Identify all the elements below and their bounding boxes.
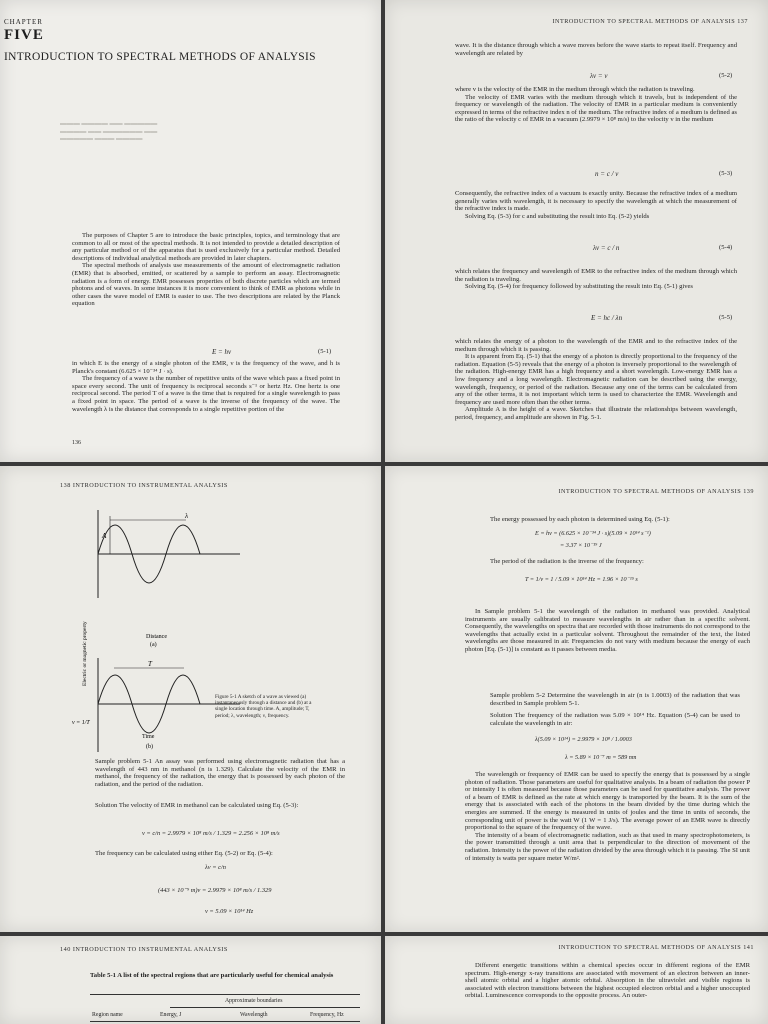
page-136: [0, 0, 381, 462]
solution-1: Solution The velocity of EMR in methanol can be calculated using Eq. (5-3):: [95, 802, 299, 809]
running-header: INTRODUCTION TO SPECTRAL METHODS OF ANALYSIS 137: [552, 18, 748, 25]
equation-number: (5-4): [719, 244, 733, 251]
body-text: [455, 338, 737, 422]
paragraph: Different energetic transitions within a chemical species occur in different regions of the EMR spectrum. High-energy x-ray transitions are associated with movement of an electron between an inner-shell atomic orbital and a higher atomic orbital. Absorption in the ultraviolet and visible regions is associated with electron transitions between the highest occupied electron orbital and a higher unoccupied orbital. Luminescence corresponds to the opposite process. An outer-: [465, 962, 750, 1000]
paragraph: The frequency can be calculated using either Eq. (5-2) or Eq. (5-4):: [95, 850, 273, 857]
body-text: [490, 712, 740, 727]
body-text: [490, 558, 740, 566]
table-header-wavelength: Wavelength: [240, 1012, 268, 1018]
sample-problem-2: Sample problem 5-2 Determine the wavelength in air (n is 1.0003) of the radiation that was described in Sample problem 5-1.: [490, 692, 740, 707]
equation-velocity: v = c/n = 2.9979 × 10⁸ m/s / 1.329 = 2.256 × 10⁸ m/s: [142, 830, 280, 837]
equation-nu: ν = 5.09 × 10¹⁴ Hz: [205, 908, 254, 915]
table-rule: [90, 994, 360, 995]
body-text: [72, 232, 340, 308]
fig-period-label: T: [148, 660, 152, 668]
running-header: 140 INTRODUCTION TO INSTRUMENTAL ANALYSIS: [60, 946, 228, 953]
fig-b-xlabel: Time: [142, 734, 155, 740]
chapter-number: FIVE: [4, 27, 44, 43]
fig-a-tag: (a): [150, 642, 157, 648]
paragraph: The velocity of EMR varies with the medium through which it travels, but is independent of the frequency or wavelength of the radiation. The velocity of EMR in a particular medium is conveniently expressed in terms of the refractive index n of the medium. The refractive index of a medium is defined as the ratio of the velocity c of EMR in a vacuum (2.9979 × 10⁸ m/s) to the velocity v in the medium: [455, 93, 737, 124]
body-text: [465, 608, 750, 654]
page-140: [0, 936, 381, 1024]
body-text: [490, 692, 740, 707]
equation-energy: E = hν = (6.625 × 10⁻³⁴ J · s)(5.09 × 10¹⁴ s⁻¹): [535, 530, 651, 537]
page-137: [385, 0, 768, 462]
equation-energy-result: = 3.37 × 10⁻¹⁹ J: [560, 542, 602, 549]
paragraph: wave. It is the distance through which a wave moves before the wave starts to repeat itself. Frequency and wavelength are related by: [455, 42, 737, 57]
page-number: 136: [72, 440, 81, 446]
equation-5-3: n = c / v: [595, 170, 619, 178]
paragraph: It is apparent from Eq. (5-1) that the energy of a photon is directly proportional to the frequency of the radiation. Equation (5-5) reveals that the energy of a photon is inversely proportional to the wavelength of the radiation. High-energy EMR has a high frequency and a short wavelength. Low-energy EMR has a low frequency and a long wavelength. Electromagnetic radiation can be described using the energy, wavelength, frequency, or period of the radiation. Because any one of the terms can be calculated from any of the other terms, it is not important which term is used to characterize the EMR. Wavelength and frequency are used more often than the other terms.: [455, 353, 737, 406]
paragraph: in which E is the energy of a single photon of the EMR, ν is the frequency of the wave, and h is Planck's constant (6.625 × 10⁻³⁴ J · s).: [72, 360, 340, 375]
body-text: [455, 190, 737, 220]
paragraph: The intensity of a beam of electromagnetic radiation, such as that used in many spectrophotometers, is the power transmitted through a unit area that is perpendicular to the direction of movement of the radiation. Intensity is the power of the radiation divided by the area through which it is passing. The SI unit of intensity is watts per square meter W/m².: [465, 831, 750, 862]
sample-problem-1: Sample problem 5-1 An assay was performed using electromagnetic radiation that has a wavelength of 443 nm in methanol (n is 1.329). Calculate the velocity of the EMR in methanol, the frequency of the radiation, the energy that is possessed by each photon of the radiation, and the period of the radiation.: [95, 758, 345, 788]
paragraph: Solving Eq. (5-4) for frequency followed by substituting the result into Eq. (5-1) gives: [465, 283, 693, 291]
equation-lambda-nu: λν = c/n: [205, 864, 226, 871]
equation-period: T = 1/ν = 1 / 5.09 × 10¹⁴ Hz = 1.96 × 10⁻¹⁵ s: [525, 576, 638, 583]
paragraph: Amplitude A is the height of a wave. Sketches that illustrate the relationships between wavelength, period, frequency, and amplitude are shown in Fig. 5-1.: [455, 406, 737, 421]
table-header-region: Region name: [92, 1012, 123, 1018]
paragraph: which relates the energy of a photon to the wavelength of the EMR and to the refractive index of the medium through which it is passing.: [455, 338, 737, 353]
bleed-through-text: ▬▬▬ ▬▬▬▬ ▬▬ ▬▬▬▬▬ ▬▬▬▬ ▬▬ ▬▬▬▬▬▬ ▬▬ ▬▬▬▬▬ ▬▬▬ ▬▬▬▬: [60, 120, 158, 143]
equation-number: (5-2): [719, 72, 733, 79]
table-rule: [90, 1021, 360, 1022]
fig-amplitude-label: A: [102, 532, 107, 540]
body-text: [490, 516, 740, 524]
table-header-energy: Energy, J: [160, 1012, 182, 1018]
equation-number: (5-1): [318, 348, 332, 355]
fig-lambda-label: λ: [185, 512, 189, 520]
page-141: [385, 936, 768, 1024]
solution-2: Solution The frequency of the radiation was 5.09 × 10¹⁴ Hz. Equation (5-4) can be used to calculate the wavelength in air:: [490, 712, 740, 727]
body-text: [455, 42, 737, 57]
fig-nu-label: ν = 1/T: [72, 720, 90, 726]
running-header: 138 INTRODUCTION TO INSTRUMENTAL ANALYSIS: [60, 482, 228, 489]
paragraph: where v is the velocity of the EMR in the medium through which the radiation is traveling.: [455, 86, 695, 93]
chapter-title: INTRODUCTION TO SPECTRAL METHODS OF ANALYSIS: [4, 51, 316, 63]
equation-5-4: λν = c / n: [593, 244, 620, 252]
body-text: [465, 771, 750, 862]
paragraph: The wavelength or frequency of EMR can be used to specify the energy that is possessed by a single photon of radiation. Those parameters are useful for qualitative analysis. In a beam of radiation the power P or intensity I is often measured because those parameters can be used for quantitative analysis. The power of a beam of EMR is defined as the rate at which energy is transported by the beam. It is the sum of the energy that is associated with each of the photons in the beam divided by the time during which the energies are summed. If the energy is measured in units of joules and the time in units of seconds, the corresponding unit of power is the watt W (1 W = 1 J/s). The average power of an EMR wave is directly proportional to the square of the frequency of the wave.: [465, 771, 750, 832]
fig-ylabel: Electric or magnetic property: [82, 621, 88, 686]
paragraph: In Sample problem 5-1 the wavelength of the radiation in methanol was provided. Analytical instruments are usually calibrated to measure wavelengths in air rather than in a specific solvent. Consequently, the wavelengths on spectra that are recorded with those instruments do not correspond to the wavelengths that actually exist in a particular solvent. Throughout the remainder of the text, the listed wavelengths are those measured in air. Frequencies do not vary with medium because the energy of each photon [Eq. (5-1)] is constant as it passes between media.: [465, 608, 750, 653]
equation-5-1: E = hν: [212, 348, 232, 356]
fig-b-tag: (b): [146, 744, 153, 750]
equation-number: (5-3): [719, 170, 733, 177]
paragraph: which relates the frequency and wavelength of EMR to the refractive index of the medium through which the radiation is traveling.: [455, 268, 737, 283]
paragraph: Solving Eq. (5-3) for c and substituting the result into Eq. (5-2) yields: [465, 212, 650, 220]
running-header: INTRODUCTION TO SPECTRAL METHODS OF ANALYSIS 141: [558, 944, 754, 951]
table-rule: [170, 1007, 360, 1008]
chapter-label: CHAPTER: [4, 18, 43, 26]
body-text: [95, 850, 345, 858]
equation-number: (5-5): [719, 314, 733, 321]
paragraph: The period of the radiation is the inverse of the frequency:: [490, 558, 644, 565]
equation-5-5: E = hc / λn: [591, 314, 623, 322]
body-text: [455, 86, 737, 124]
body-text: [455, 268, 737, 291]
paragraph: The purposes of Chapter 5 are to introduce the basic principles, topics, and terminology that are common to all or most of the spectral methods. It is not intended to provide a detailed description of any particular method or of the apparatus that is used exclusively for a particular method. Detailed descriptions of individual analytical methods are provided in later chapters.: [72, 232, 340, 262]
equation-lambda-air: λ(5.09 × 10¹⁴) = 2.9979 × 10⁸ / 1.0003: [535, 736, 632, 743]
paragraph: The frequency of a wave is the number of repetitive units of the wave which pass a fixed point in space every second. The unit of frequency is reciprocal seconds s⁻¹ or hertz Hz. One hertz is one reciprocal second. The period T of a wave is the time that is required for a single wavelength to pass a fixed point in space. The period of a wave is the inverse of the frequency of the wave. The wavelength λ is the distance that corresponds to a single repetitive portion of the: [72, 375, 340, 413]
paragraph: The spectral methods of analysis use measurements of the amount of electromagnetic radiation (EMR) that is absorbed, emitted, or scattered by a sample to perform an assay. Electromagnetic radiation is a form of energy. EMR possesses properties of both discrete particles which are termed photons and of waves. In some instances it is more convenient to think of EMR as photons while in other cases the wave model of EMR is easier to use. The two descriptions are related by the Planck equation: [72, 262, 340, 308]
equation-calc: (443 × 10⁻⁹ m)ν = 2.9979 × 10⁸ m/s / 1.329: [158, 887, 272, 894]
fig-a-xlabel: Distance: [146, 634, 167, 640]
body-text: [465, 962, 750, 1000]
running-header: INTRODUCTION TO SPECTRAL METHODS OF ANALYSIS 139: [558, 488, 754, 495]
paragraph: The energy possessed by each photon is determined using Eq. (5-1):: [490, 516, 670, 523]
equation-lambda-result: λ = 5.89 × 10⁻⁷ m = 589 nm: [565, 754, 637, 761]
page-139: [385, 466, 768, 932]
table-header-frequency: Frequency, Hz: [310, 1012, 344, 1018]
equation-5-2: λν = v: [590, 72, 608, 80]
figure-caption: Figure 5-1 A sketch of a wave as viewed (a) instantaneously through a distance and (b) at a single location through time. A, amplitude; T, period; λ, wavelength; ν, frequency.: [215, 694, 312, 719]
body-text: [95, 802, 345, 810]
table-header-group: Approximate boundaries: [225, 998, 283, 1004]
body-text: [95, 758, 345, 788]
page-138: [0, 466, 381, 932]
table-caption: Table 5-1 A list of the spectral regions that are particularly useful for chemical analysis: [90, 972, 334, 979]
body-text: [72, 360, 340, 413]
paragraph: Consequently, the refractive index of a vacuum is exactly unity. Because the refractive index of a medium generally varies with wavelength, it is necessary to specify the wavelength at which the measurement of the refractive index is made.: [455, 190, 737, 213]
